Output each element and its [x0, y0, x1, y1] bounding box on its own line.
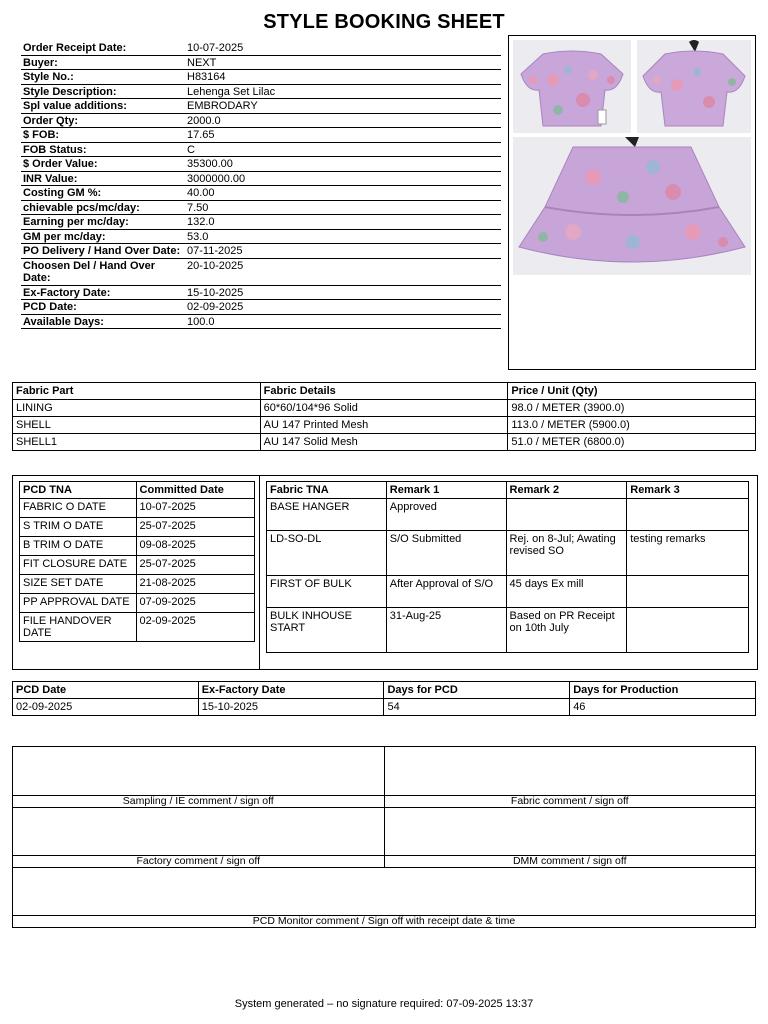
fabric-tna-cell: LD-SO-DL: [267, 531, 387, 576]
info-value: 40.00: [183, 186, 501, 201]
info-label: Buyer:: [21, 55, 183, 70]
summary-pcd-date: 02-09-2025: [13, 699, 199, 716]
fabric-tna-row: [267, 531, 749, 576]
summary-days-pcd: 54: [384, 699, 570, 716]
info-row: [21, 200, 501, 215]
fabric-header-cell: Fabric Details: [260, 383, 508, 400]
pcd-tna-cell: FILE HANDOVER DATE: [20, 613, 137, 642]
fabric-row: [13, 400, 756, 417]
pcd-tna-row: [20, 575, 255, 594]
footer-system-note: System generated – no signature required: 07-09-2025 13:37: [234, 998, 534, 1010]
summary-header-pcd-date: PCD Date: [13, 682, 199, 699]
fabric-tna-header-cell: Remark 1: [386, 482, 506, 499]
info-label: chievable pcs/mc/day:: [21, 200, 183, 215]
fabric-tna-row: [267, 608, 749, 653]
fabric-cell: LINING: [13, 400, 261, 417]
summary-header-days-pcd: Days for PCD: [384, 682, 570, 699]
sampling-signoff-label: Sampling / IE comment / sign off: [13, 796, 385, 808]
info-value: Lehenga Set Lilac: [183, 84, 501, 99]
info-row: [21, 171, 501, 186]
fabric-header-cell: Fabric Part: [13, 383, 261, 400]
info-row: [21, 84, 501, 99]
info-value: 20-10-2025: [183, 258, 501, 285]
fabric-header-row: [13, 383, 756, 400]
page-title: STYLE BOOKING SHEET: [263, 11, 505, 33]
fabric-cell: 113.0 / METER (5900.0): [508, 417, 756, 434]
pcd-tna-cell: FIT CLOSURE DATE: [20, 556, 137, 575]
fabric-cell: AU 147 Solid Mesh: [260, 434, 508, 451]
info-row: [21, 314, 501, 329]
info-value: 07-11-2025: [183, 244, 501, 259]
fabric-tna-cell: [627, 608, 749, 653]
factory-comment-box[interactable]: [13, 808, 385, 856]
info-row: [21, 128, 501, 143]
pcd-tna-row: [20, 613, 255, 642]
info-label: PO Delivery / Hand Over Date:: [21, 244, 183, 259]
tna-divider: [259, 475, 260, 669]
info-label: Order Qty:: [21, 113, 183, 128]
fabric-tna-cell: Rej. on 8-Jul; Awating revised SO: [506, 531, 627, 576]
info-value: 7.50: [183, 200, 501, 215]
garment-photo-blouse-back: [637, 40, 751, 133]
pcd-tna-cell: 09-08-2025: [136, 537, 254, 556]
info-row: [21, 113, 501, 128]
garment-photo-skirt: [513, 137, 751, 275]
info-row: [21, 285, 501, 300]
fabric-tna-table: [266, 481, 749, 653]
pcd-tna-row: [20, 556, 255, 575]
info-value: 53.0: [183, 229, 501, 244]
fabric-tna-cell: [506, 499, 627, 531]
pcd-tna-row: [20, 499, 255, 518]
info-value: 3000000.00: [183, 171, 501, 186]
signoff-table: [12, 746, 756, 928]
info-value: 02-09-2025: [183, 300, 501, 315]
pcd-tna-cell: 10-07-2025: [136, 499, 254, 518]
info-row: [21, 229, 501, 244]
pcd-tna-cell: 25-07-2025: [136, 556, 254, 575]
pcd-summary-table: [12, 681, 756, 716]
info-label: Spl value additions:: [21, 99, 183, 114]
pcd-tna-cell: SIZE SET DATE: [20, 575, 137, 594]
info-value: 17.65: [183, 128, 501, 143]
info-label: GM per mc/day:: [21, 229, 183, 244]
info-value: EMBRODARY: [183, 99, 501, 114]
fabric-header-cell: Price / Unit (Qty): [508, 383, 756, 400]
pcd-tna-cell: S TRIM O DATE: [20, 518, 137, 537]
info-label: Order Receipt Date:: [21, 41, 183, 55]
pcd-tna-header-cell: Committed Date: [136, 482, 254, 499]
fabric-tna-cell: 31-Aug-25: [386, 608, 506, 653]
fabric-cell: SHELL: [13, 417, 261, 434]
info-row: [21, 142, 501, 157]
style-image-box: [508, 35, 756, 370]
fabric-tna-cell: Approved: [386, 499, 506, 531]
info-label: Style No.:: [21, 70, 183, 85]
info-value: 100.0: [183, 314, 501, 329]
pcd-tna-header-cell: PCD TNA: [20, 482, 137, 499]
info-label: Earning per mc/day:: [21, 215, 183, 230]
summary-days-production: 46: [570, 699, 756, 716]
info-value: 132.0: [183, 215, 501, 230]
fabric-tna-header-cell: Remark 3: [627, 482, 749, 499]
fabric-tna-cell: 45 days Ex mill: [506, 576, 627, 608]
fabric-row: [13, 434, 756, 451]
info-row: [21, 70, 501, 85]
fabric-row: [13, 417, 756, 434]
info-label: PCD Date:: [21, 300, 183, 315]
fabric-cell: 51.0 / METER (6800.0): [508, 434, 756, 451]
info-label: Costing GM %:: [21, 186, 183, 201]
fabric-tna-cell: S/O Submitted: [386, 531, 506, 576]
info-row: [21, 244, 501, 259]
dmm-comment-box[interactable]: [384, 808, 756, 856]
info-row: [21, 300, 501, 315]
info-value: H83164: [183, 70, 501, 85]
info-row: [21, 157, 501, 172]
fabric-tna-cell: BULK INHOUSE START: [267, 608, 387, 653]
info-row: [21, 99, 501, 114]
pcd-tna-row: [20, 518, 255, 537]
summary-header-days-production: Days for Production: [570, 682, 756, 699]
fabric-cell: 60*60/104*96 Solid: [260, 400, 508, 417]
fabric-tna-header-cell: Remark 2: [506, 482, 627, 499]
info-label: INR Value:: [21, 171, 183, 186]
fabric-tna-header-cell: Fabric TNA: [267, 482, 387, 499]
info-label: Ex-Factory Date:: [21, 285, 183, 300]
info-row: [21, 186, 501, 201]
pcd-tna-cell: PP APPROVAL DATE: [20, 594, 137, 613]
factory-signoff-label: Factory comment / sign off: [13, 856, 385, 868]
pcd-tna-cell: FABRIC O DATE: [20, 499, 137, 518]
fabric-tna-cell: Based on PR Receipt on 10th July: [506, 608, 627, 653]
pcd-tna-cell: B TRIM O DATE: [20, 537, 137, 556]
info-value: 10-07-2025: [183, 41, 501, 55]
pcd-tna-cell: 07-09-2025: [136, 594, 254, 613]
fabric-cell: 98.0 / METER (3900.0): [508, 400, 756, 417]
info-label: Choosen Del / Hand Over Date:: [21, 258, 183, 285]
info-label: Style Description:: [21, 84, 183, 99]
dmm-signoff-label: DMM comment / sign off: [384, 856, 756, 868]
info-row: [21, 55, 501, 70]
fabric-tna-cell: [627, 576, 749, 608]
pcd-tna-row: [20, 594, 255, 613]
fabric-tna-row: [267, 499, 749, 531]
fabric-tna-cell: FIRST OF BULK: [267, 576, 387, 608]
pcd-tna-header-row: [20, 482, 255, 499]
fabric-tna-cell: After Approval of S/O: [386, 576, 506, 608]
pcd-tna-row: [20, 537, 255, 556]
fabric-table: [12, 382, 756, 451]
fabric-tna-cell: [627, 499, 749, 531]
info-value: NEXT: [183, 55, 501, 70]
fabric-tna-header-row: [267, 482, 749, 499]
pcd-tna-cell: 21-08-2025: [136, 575, 254, 594]
fabric-tna-cell: BASE HANGER: [267, 499, 387, 531]
garment-photo-blouse-front: [513, 40, 631, 133]
fabric-cell: SHELL1: [13, 434, 261, 451]
info-value: C: [183, 142, 501, 157]
fabric-cell: AU 147 Printed Mesh: [260, 417, 508, 434]
order-info-table: [21, 41, 501, 329]
info-row: [21, 41, 501, 55]
pcd-tna-table: [19, 481, 255, 642]
pcd-monitor-signoff-label: PCD Monitor comment / Sign off with receipt date & time: [13, 916, 756, 928]
info-label: $ Order Value:: [21, 157, 183, 172]
pcd-tna-cell: 25-07-2025: [136, 518, 254, 537]
fabric-tna-row: [267, 576, 749, 608]
info-value: 15-10-2025: [183, 285, 501, 300]
summary-ex-factory-date: 15-10-2025: [198, 699, 384, 716]
info-label: Available Days:: [21, 314, 183, 329]
info-value: 35300.00: [183, 157, 501, 172]
fabric-comment-box[interactable]: [384, 747, 756, 796]
info-row: [21, 258, 501, 285]
info-label: FOB Status:: [21, 142, 183, 157]
pcd-tna-cell: 02-09-2025: [136, 613, 254, 642]
info-row: [21, 215, 501, 230]
fabric-tna-cell: testing remarks: [627, 531, 749, 576]
info-value: 2000.0: [183, 113, 501, 128]
summary-header-ex-factory: Ex-Factory Date: [198, 682, 384, 699]
pcd-monitor-comment-box[interactable]: [13, 868, 756, 916]
sampling-comment-box[interactable]: [13, 747, 385, 796]
fabric-signoff-label: Fabric comment / sign off: [384, 796, 756, 808]
info-label: $ FOB:: [21, 128, 183, 143]
